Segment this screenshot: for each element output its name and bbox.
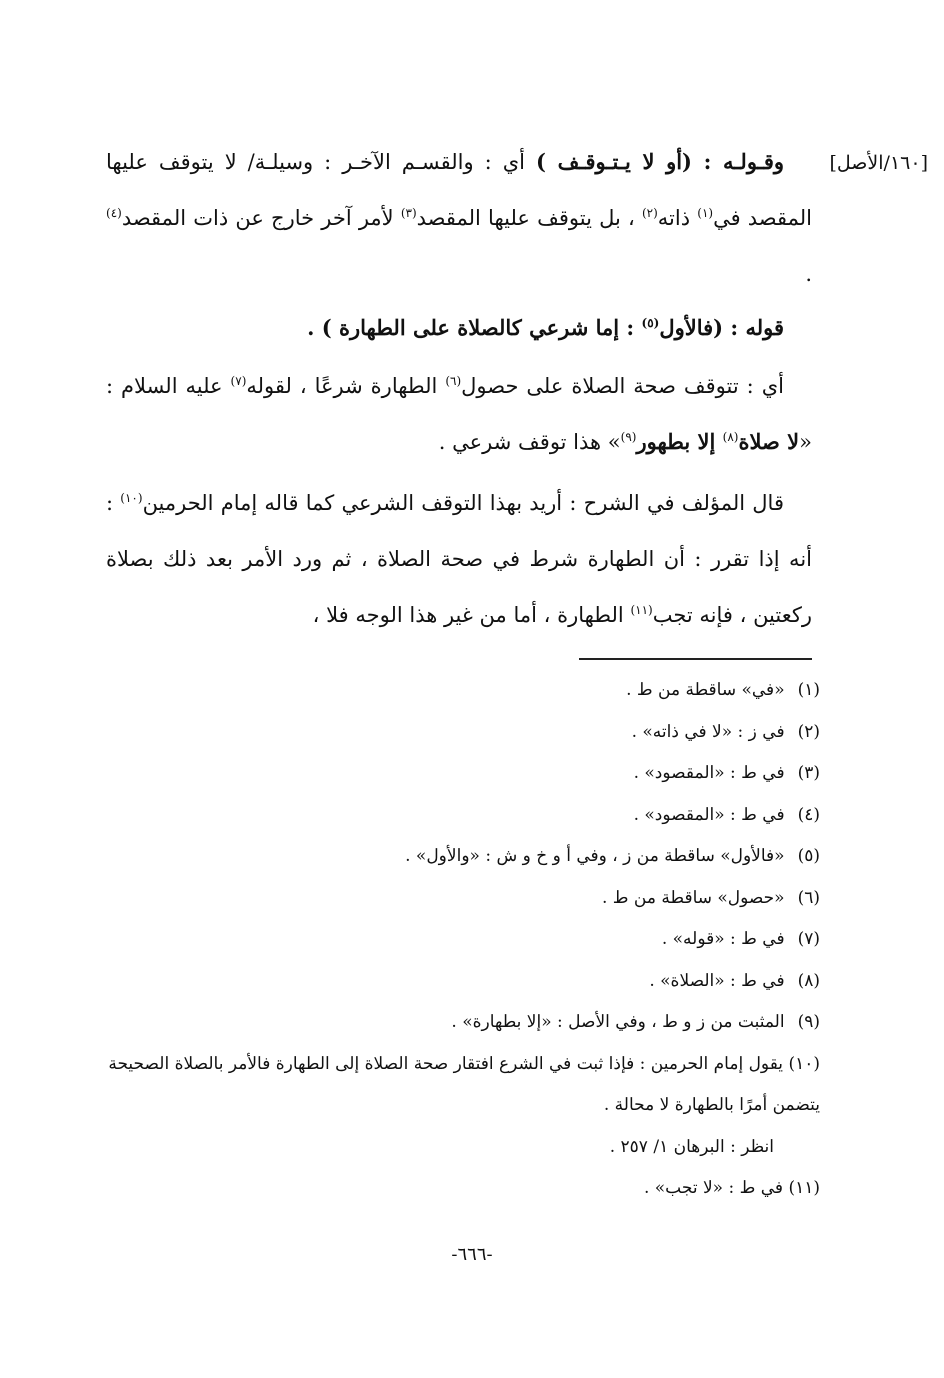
footnote-text: «في» ساقطة من ط . [626,680,785,700]
footnote-number: (١١) [788,1178,820,1198]
footnote-number: (٧) [797,929,820,949]
footnote-number: (٩) [797,1012,820,1032]
footnote-ref: (١) [697,206,714,220]
footnote [100,836,820,878]
main-text [106,358,812,470]
footnote-number: (٨) [797,970,820,991]
page-number: -٦٦٦- [451,1244,493,1265]
footnote-text: «حصول» ساقطة من ط . [602,887,785,908]
text-run: قال المؤلف في الشرح : أريد بهذا التوقف الشرعي كما قاله إمام الحرمين [142,491,784,515]
footnote-text: انظر : البرهان ١/ ٢٥٧ . [609,1136,774,1157]
footnote-text: في ز : «لا في ذاته» . [631,721,785,742]
footnote-ref: (١١) [630,603,653,617]
footnote [100,961,820,1003]
footnote [100,1168,820,1210]
quoted-matn: : إما شرعي كالصلاة على الطهارة ) . [307,315,642,340]
footnote-text: يقول إمام الحرمين : فإذا ثبت في الشرع افتقار صحة الصلاة إلى الطهارة فالأمر بالصلاة الصحيحة يتضمن أمرًا بالطهارة لا محالة . [108,1053,820,1115]
main-text [106,300,812,356]
quoted-matn: وقـولـه : (أو لا يـتـوقـف ) [536,149,784,174]
footnote-continuation [100,1127,820,1169]
footnote-ref: (٧) [230,374,247,388]
footnote-ref: (٥) [641,316,660,330]
footnote-text: في ط : «المقصود» . [633,804,785,825]
footnote-number: (٤) [797,804,820,825]
footnote-separator [579,658,812,660]
text-run: الطهارة شرعًا ، لقوله [246,374,446,398]
footnote-number: (٦) [797,887,820,908]
footnote [100,712,820,754]
footnote-number: (١٠) [788,1053,820,1074]
text-run: لأمر آخر خارج عن ذات المقصد [121,206,401,230]
hadith-text: إلا بطهور [636,429,723,454]
footnote-ref: (٢) [641,206,658,220]
text-run: أي : والقسـم الآخـر : وسيلـة/ لا يتوقف عليها المقصد في [106,150,813,230]
footnote [100,1002,820,1044]
footnote [100,753,820,795]
quoted-matn: قوله : (فالأول [659,315,784,340]
footnote [100,670,820,712]
text-run: : أنه إذا تقرر : أن الطهارة شرط في صحة الصلاة ، ثم ورد الأمر بعد ذلك بصلاة ركعتين ، فإنه تجب [106,491,812,627]
footnote-ref: (٦) [445,374,462,388]
text-run: عليه السلام : « [106,374,812,454]
paragraph-3 [106,358,812,470]
text-run: » هذا توقف شرعي . [438,430,621,454]
footnote [100,919,820,961]
footnote-ref: (٩) [620,430,637,444]
footnote-number: (٢) [797,721,820,742]
footnote [100,795,820,837]
footnote-number: (٣) [797,763,820,783]
paragraph-2 [106,300,812,356]
footnote-number: (١) [797,680,820,700]
footnote-ref: (٨) [722,430,739,444]
footnote-text: في ط : «قوله» . [661,929,785,949]
footnotes [100,670,820,1210]
footnote-text: في ط : «الصلاة» . [649,970,785,991]
footnote [100,878,820,920]
paragraph-1 [106,134,812,290]
footnote-ref: (٤) [106,206,122,220]
footnote-text: في ط : «المقصود» . [633,763,785,783]
text-run: ، بل يتوقف عليها المقصد [416,206,642,230]
main-text [106,134,812,290]
footnote-ref: (١٠) [120,491,143,505]
margin-reference: [١٦٠/الأصل] [829,152,928,174]
footnote-text: في ط : «لا تجب» . [643,1178,784,1198]
footnote [100,1044,820,1127]
footnote-text: المثبت من ز و ط ، وفي الأصل : «إلا بطهارة» . [451,1012,785,1032]
text-run: . [805,262,812,286]
paragraph-4 [106,475,812,643]
footnote-ref: (٣) [400,206,417,220]
text-run: الطهارة ، أما من غير هذا الوجه فلا ، [312,603,631,627]
footnote-text: «فالأول» ساقطة من ز ، وفي أ و خ و ش : «والأول» . [405,846,785,866]
text-run: ذاته [657,206,698,230]
hadith-text: لا صلاة [738,429,800,454]
main-text [106,475,812,643]
text-run: أي : تتوقف صحة الصلاة على حصول [461,374,784,398]
footnote-number: (٥) [797,846,820,866]
